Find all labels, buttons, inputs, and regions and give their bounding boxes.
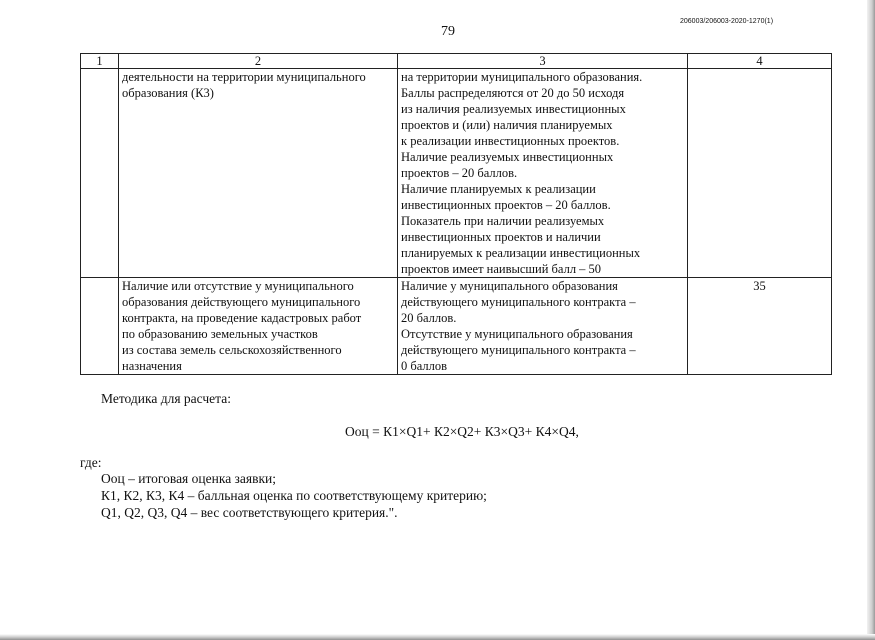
cell-text-line: Наличие или отсутствие у муниципального (122, 279, 354, 293)
cell-text-line: из состава земель сельскохозяйственного (122, 343, 342, 357)
cell-text-line: действующего муниципального контракта – (401, 343, 636, 357)
weight-cell: 35 (688, 278, 832, 375)
table-header-cell: 2 (119, 54, 398, 69)
cell-text-line: Наличие планируемых к реализации (401, 182, 596, 196)
criteria-table (80, 53, 832, 375)
cell-text-line: контракта, на проведение кадастровых работ (122, 311, 362, 325)
cell-text-line: 0 баллов (401, 359, 448, 373)
cell-text-line: Наличие реализуемых инвестиционных (401, 150, 614, 164)
cell-text-line: Наличие у муниципального образования (401, 279, 618, 293)
cell-text-line: проектов имеет наивысший балл – 50 (401, 262, 602, 276)
scan-edge-right (867, 0, 875, 640)
cell-text-line: Баллы распределяются от 20 до 50 исходя (401, 86, 625, 100)
criterion-scoring-cell (398, 69, 688, 278)
cell-text-line: по образованию земельных участков (122, 327, 318, 341)
legend-item: Ооц – итоговая оценка заявки; (101, 471, 276, 486)
criterion-name-cell (119, 69, 398, 278)
row-number-cell (81, 69, 119, 278)
cell-text-line: к реализации инвестиционных проектов. (401, 134, 620, 148)
weight-cell (688, 69, 832, 278)
cell-text-line: проектов и (или) наличия планируемых (401, 118, 613, 132)
table-row (81, 69, 832, 278)
cell-text-line: на территории муниципального образования. (401, 70, 643, 84)
cell-text-line: Показатель при наличии реализуемых (401, 214, 605, 228)
cell-text-line: инвестиционных проектов – 20 баллов. (401, 198, 611, 212)
cell-text-line: Отсутствие у муниципального образования (401, 327, 633, 341)
table-header-cell: 1 (81, 54, 119, 69)
formula-legend (101, 470, 487, 521)
criterion-scoring-cell (398, 278, 688, 375)
cell-text-line: образования (К3) (122, 86, 214, 100)
legend-item: К1, К2, К3, К4 – балльная оценка по соответствующему критерию; (101, 488, 487, 503)
table-header-cell: 4 (688, 54, 832, 69)
cell-text-line: назначения (122, 359, 182, 373)
row-number-cell (81, 278, 119, 375)
cell-text-line: 20 баллов. (401, 311, 457, 325)
cell-text-line: деятельности на территории муниципального (122, 70, 366, 84)
scan-edge-bottom (0, 634, 875, 640)
table-header-cell: 3 (398, 54, 688, 69)
formula: Ооц = К1×Q1+ К2×Q2+ К3×Q3+ К4×Q4, (345, 424, 579, 439)
cell-text-line: инвестиционных проектов и наличии (401, 230, 601, 244)
method-label: Методика для расчета: (101, 391, 231, 406)
cell-text-line: из наличия реализуемых инвестиционных (401, 102, 626, 116)
table-row (81, 278, 832, 375)
criterion-name-cell (119, 278, 398, 375)
cell-text-line: проектов – 20 баллов. (401, 166, 518, 180)
cell-text-line: планируемых к реализации инвестиционных (401, 246, 641, 260)
where-label: где: (80, 455, 102, 470)
cell-text-line: действующего муниципального контракта – (401, 295, 636, 309)
table-header-row (81, 54, 832, 69)
page-number: 79 (441, 24, 455, 39)
legend-item: Q1, Q2, Q3, Q4 – вес соответствующего критерия.". (101, 505, 398, 520)
document-id: 206003/206003-2020-1270(1) (680, 18, 774, 25)
cell-text-line: образования действующего муниципального (122, 295, 361, 309)
